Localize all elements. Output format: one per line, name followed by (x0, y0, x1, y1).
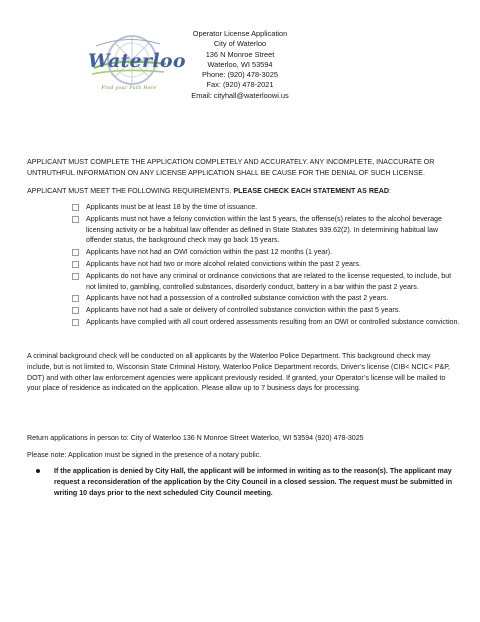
requirement-checkbox[interactable] (72, 307, 79, 314)
bullet-icon (36, 469, 40, 473)
requirement-checkbox[interactable] (72, 261, 79, 268)
requirements-intro-suffix: : (388, 187, 391, 195)
requirement-item (72, 271, 460, 293)
city-name: City of Waterloo (213, 39, 267, 49)
requirements-intro-text: APPLICANT MUST MEET THE FOLLOWING REQUIREMENTS. (27, 187, 234, 195)
requirement-item (72, 305, 460, 316)
requirement-text: Applicants have not had a possession of a controlled substance conviction with the past 2 years. (86, 294, 389, 303)
logo-tagline: Find your Path Here (101, 86, 157, 91)
requirement-text: Applicants must not have a felony conviction within the last 5 years, the offense(s) relates to the alcohol beverage licensing activity or be a habitual law offender as defined in State Statutes 939.62(2). In determining habitual law offender status, the background check may go back 15 years. (86, 214, 442, 245)
requirements-checklist (72, 202, 460, 329)
requirements-intro (27, 186, 455, 197)
street-address: 136 N Monroe Street (205, 49, 275, 59)
email-address: Email: cityhall@waterloowi.us (191, 90, 289, 100)
form-title: Operator License Application (192, 29, 288, 38)
city-state-zip: Waterloo, WI 53594 (207, 59, 273, 69)
office-header (150, 29, 330, 101)
requirement-item (72, 202, 460, 213)
completion-warning: APPLICANT MUST COMPLETE THE APPLICATION COMPLETELY AND ACCURATELY. ANY INCOMPLETE, INACCURATE OR UNTRUTHFUL INFORMATION ON ANY LICENSE APPLICATION SHALL BE CAUSE FOR THE DENIAL OF SUCH LICENSE. (27, 158, 435, 177)
background-check-paragraph: A criminal background check will be conducted on all applicants by the Waterloo Police Department. This background check may include, but is not limited to, Wisconsin State Criminal History, Waterloo Police Department records, Driver’s license (CIB< NCIC< P&P, DOT) and with other law enforcement agencies were applicant previously resided. If granted, your Operator’s license will be mailed to your place of residence as indicated on the application. Please allow up to 7 business days for processing. (27, 352, 451, 393)
requirement-text: Applicants have complied with all court ordered assessments resulting from an OWI or controlled substance conviction. (86, 317, 460, 326)
requirements-intro-bold: PLEASE CHECK EACH STATEMENT AS READ (233, 187, 389, 195)
fax-number: Fax: (920) 478-2021 (206, 80, 274, 90)
requirement-item (72, 259, 460, 270)
requirement-item (72, 247, 460, 258)
requirement-checkbox[interactable] (72, 273, 79, 280)
denial-note (36, 466, 456, 499)
requirement-text: Applicants have not had a sale or delivery of controlled substance conviction within the past 5 years. (86, 306, 401, 315)
requirement-text: Applicants must be at least 18 by the time of issuance. (86, 203, 258, 211)
requirement-item (72, 214, 460, 246)
notary-note: Please note: Application must be signed in the presence of a notary public. (27, 451, 262, 459)
requirement-checkbox[interactable] (72, 216, 79, 223)
requirement-text: Applicants have not had two or more alcohol related convictions within the past 2 years. (86, 259, 361, 268)
logo-wordmark: Waterloo (88, 50, 186, 72)
requirement-text: Applicants do not have any criminal or ordinance convictions that are related to the license requested, to include, but not limited to, gambling, controlled substances, disorderly conduct, battery in a bar within the past 2 years. (86, 271, 452, 291)
phone-number: Phone: (920) 478-3025 (201, 70, 279, 80)
return-instructions: Return applications in person to: City of Waterloo 136 N Monroe Street Waterloo, WI 53594 (920) 478-3025 (27, 434, 364, 442)
denial-note-text: If the application is denied by City Hall, the applicant will be informed in writing as to the reason(s). The applicant may request a reconsideration of the application by the City Council in a closed session. The request must be submitted in writing 10 days prior to the next scheduled City Council meeting. (54, 467, 453, 497)
requirement-item (72, 293, 460, 304)
requirement-checkbox[interactable] (72, 204, 79, 211)
requirement-checkbox[interactable] (72, 295, 79, 302)
requirement-checkbox[interactable] (72, 319, 79, 326)
requirement-item (72, 317, 460, 328)
requirement-text: Applicants have not had an OWI conviction within the past 12 months (1 year). (86, 248, 333, 257)
requirement-checkbox[interactable] (72, 249, 79, 256)
